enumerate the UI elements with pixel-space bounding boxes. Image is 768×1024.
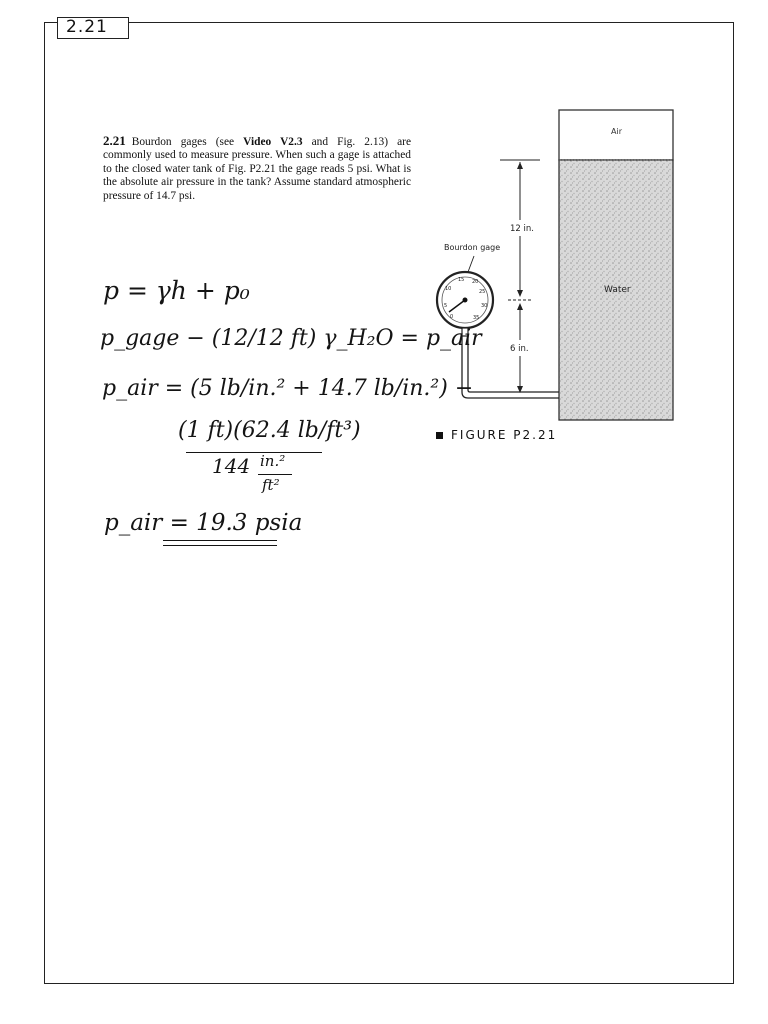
- equation-line-1: p = γh + p₀: [103, 276, 250, 305]
- svg-text:5: 5: [444, 303, 448, 309]
- svg-text:0: 0: [450, 314, 454, 320]
- problem-number-label: 2.21: [66, 17, 108, 37]
- equation-line-2: p_gage − (12/12 ft) γ_H₂O = p_air: [100, 326, 482, 351]
- problem-statement: [103, 134, 411, 203]
- caption-bullet-icon: [436, 432, 443, 439]
- equation-line-3: p_air = (5 lb/in.² + 14.7 lb/in.²) −: [102, 376, 474, 401]
- figure-caption: FIGURE P2.21: [436, 428, 557, 442]
- denominator-number: 144: [212, 454, 251, 478]
- problem-number: 2.21: [103, 133, 126, 148]
- problem-text-a: Bourdon gages (see: [131, 136, 244, 148]
- denominator-unit-top: in.²: [260, 452, 286, 470]
- dimension-6in: 6 in.: [510, 344, 529, 354]
- denominator-unit-bottom: ft²: [262, 476, 280, 494]
- fraction-bar: [186, 452, 322, 453]
- answer-underline-2: [163, 545, 277, 546]
- answer: p_air = 19.3 psia: [104, 510, 303, 536]
- svg-text:35: 35: [473, 315, 480, 321]
- svg-text:25: 25: [479, 289, 486, 295]
- unit-fraction-bar: [258, 474, 292, 475]
- dimension-12in: 12 in.: [510, 224, 534, 234]
- svg-text:10: 10: [445, 286, 452, 292]
- svg-text:30: 30: [481, 303, 488, 309]
- equation-numerator: (1 ft)(62.4 lb/ft³): [178, 418, 361, 443]
- bourdon-gage-label: Bourdon gage: [444, 243, 501, 252]
- svg-text:15: 15: [458, 277, 465, 283]
- answer-underline-1: [163, 540, 277, 541]
- video-reference: Video V2.3: [243, 136, 303, 148]
- problem-text-b: and Fig. 2.13) are commonly used to measure pressure. When such a gage is attached to the closed water tank of Fig. P2.21 the gage reads 5 psi. What is the absolute air pressure in the tank? Assume standard atmospheric pressure of 14.7 psi.: [103, 136, 411, 202]
- air-label: Air: [611, 127, 622, 136]
- water-label: Water: [604, 285, 631, 295]
- svg-text:20: 20: [472, 279, 479, 285]
